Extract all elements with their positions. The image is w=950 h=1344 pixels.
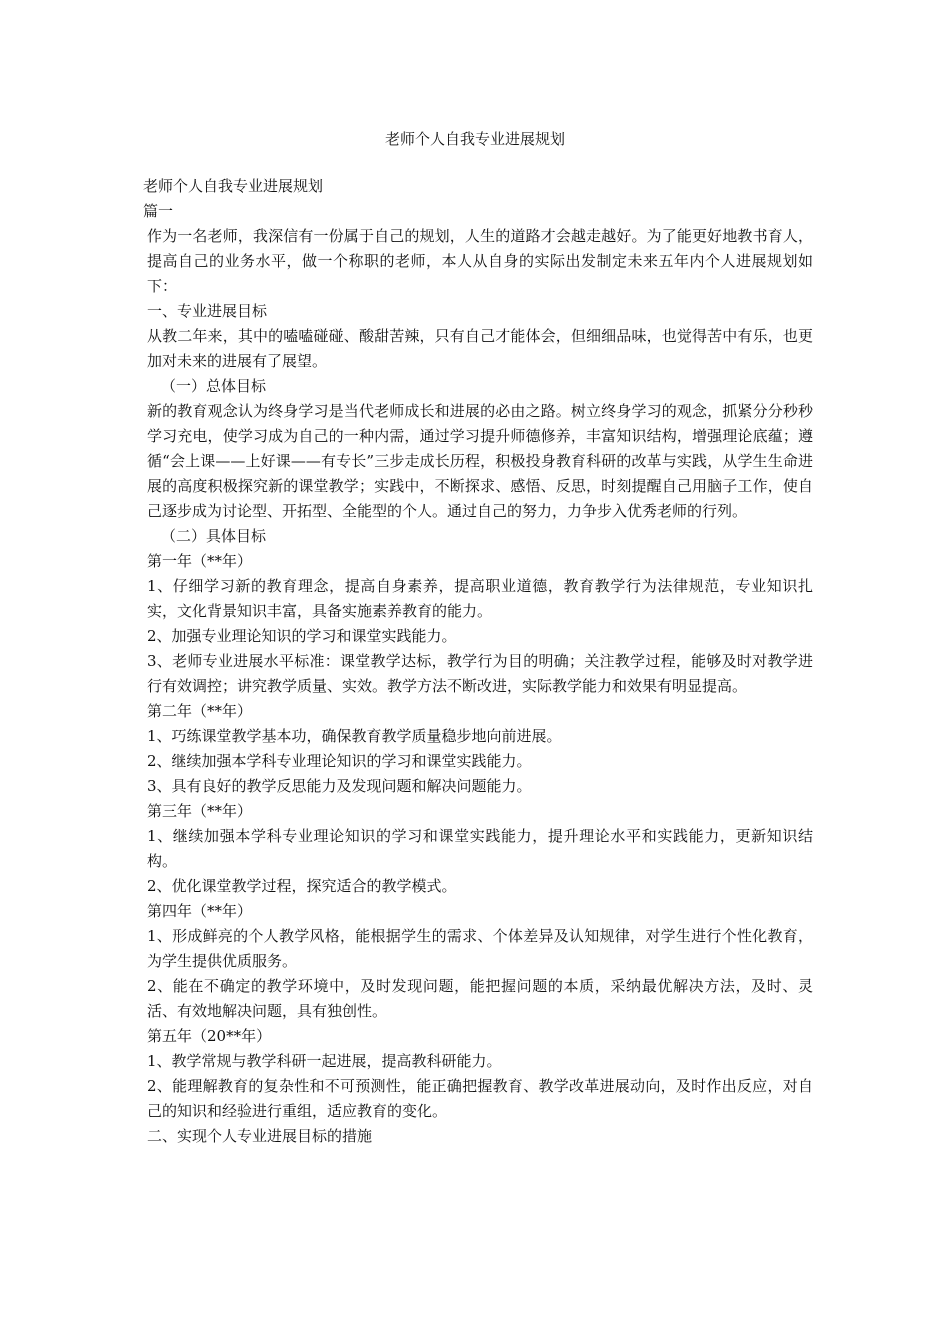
paragraph: 作为一名老师，我深信有一份属于自己的规划，人生的道路才会越走越好。为了能更好地教书育人，提高自己的业务水平，做一个称职的老师，本人从自身的实际出发制定未来五年内个人进展规划如下： — [147, 227, 813, 295]
paragraph: 3、具有良好的教学反思能力及发现问题和解决问题能力。 — [147, 777, 532, 795]
paragraph: 二、实现个人专业进展目标的措施 — [147, 1127, 373, 1145]
paragraph: 一、专业进展目标 — [147, 302, 268, 320]
paragraph: 老师个人自我专业进展规划 — [143, 177, 324, 195]
paragraph: （二）具体目标 — [161, 527, 267, 545]
paragraph: 1、教学常规与教学科研一起进展，提高教科研能力。 — [147, 1052, 502, 1070]
paragraph: 第三年（**年） — [147, 802, 253, 820]
paragraph: 3、老师专业进展水平标准：课堂教学达标，教学行为目的明确；关注教学过程，能够及时对教学进行有效调控；讲究教学质量、实效。教学方法不断改进，实际教学能力和效果有明显提高。 — [147, 652, 813, 695]
paragraph: 2、继续加强本学科专业理论知识的学习和课堂实践能力。 — [147, 752, 532, 770]
paragraph: 2、能在不确定的教学环境中，及时发现问题，能把握问题的本质，采纳最优解决方法，及时、灵活、有效地解决问题，具有独创性。 — [147, 977, 813, 1020]
paragraph: 1、继续加强本学科专业理论知识的学习和课堂实践能力，提升理论水平和实践能力，更新知识结构。 — [147, 827, 813, 870]
document-body — [143, 174, 813, 1149]
paragraph: 第二年（**年） — [147, 702, 253, 720]
paragraph: 1、形成鲜亮的个人教学风格，能根据学生的需求、个体差异及认知规律，对学生进行个性化教育，为学生提供优质服务。 — [147, 927, 813, 970]
document-title: 老师个人自我专业进展规划 — [384, 130, 565, 148]
paragraph: 2、优化课堂教学过程，探究适合的教学模式。 — [147, 877, 457, 895]
paragraph: 2、能理解教育的复杂性和不可预测性，能正确把握教育、教学改革进展动向，及时作出反应，对自己的知识和经验进行重组，适应教育的变化。 — [147, 1077, 813, 1120]
paragraph: 从教二年来，其中的嗑嗑碰碰、酸甜苦辣，只有自己才能体会，但细细品味，也觉得苦中有乐，也更加对未来的进展有了展望。 — [147, 327, 813, 370]
paragraph: 2、加强专业理论知识的学习和课堂实践能力。 — [147, 627, 457, 645]
paragraph: 1、巧练课堂教学基本功，确保教育教学质量稳步地向前进展。 — [147, 727, 562, 745]
paragraph: 第一年（**年） — [147, 552, 253, 570]
paragraph: （一）总体目标 — [161, 377, 267, 395]
paragraph: 第五年（20**年） — [147, 1027, 272, 1045]
paragraph: 第四年（**年） — [147, 902, 253, 920]
paragraph: 新的教育观念认为终身学习是当代老师成长和进展的必由之路。树立终身学习的观念，抓紧分分秒秒学习充电，使学习成为自己的一种内需，通过学习提升师德修养，丰富知识结构，增强理论底蕴；遵循“会上课——上好课——有专长”三步走成长历程，积极投身教育科研的改革与实践，从学生生命进展的高度积极探究新的课堂教学；实践中，不断探求、感悟、反思，时刻提醒自己用脑子工作，使自己逐步成为讨论型、开拓型、全能型的个人。通过自己的努力，力争步入优秀老师的行列。 — [147, 402, 813, 520]
paragraph: 篇一 — [143, 202, 174, 220]
paragraph: 1、仔细学习新的教育理念，提高自身素养，提高职业道德，教育教学行为法律规范，专业知识扎实，文化背景知识丰富，具备实施素养教育的能力。 — [147, 577, 813, 620]
